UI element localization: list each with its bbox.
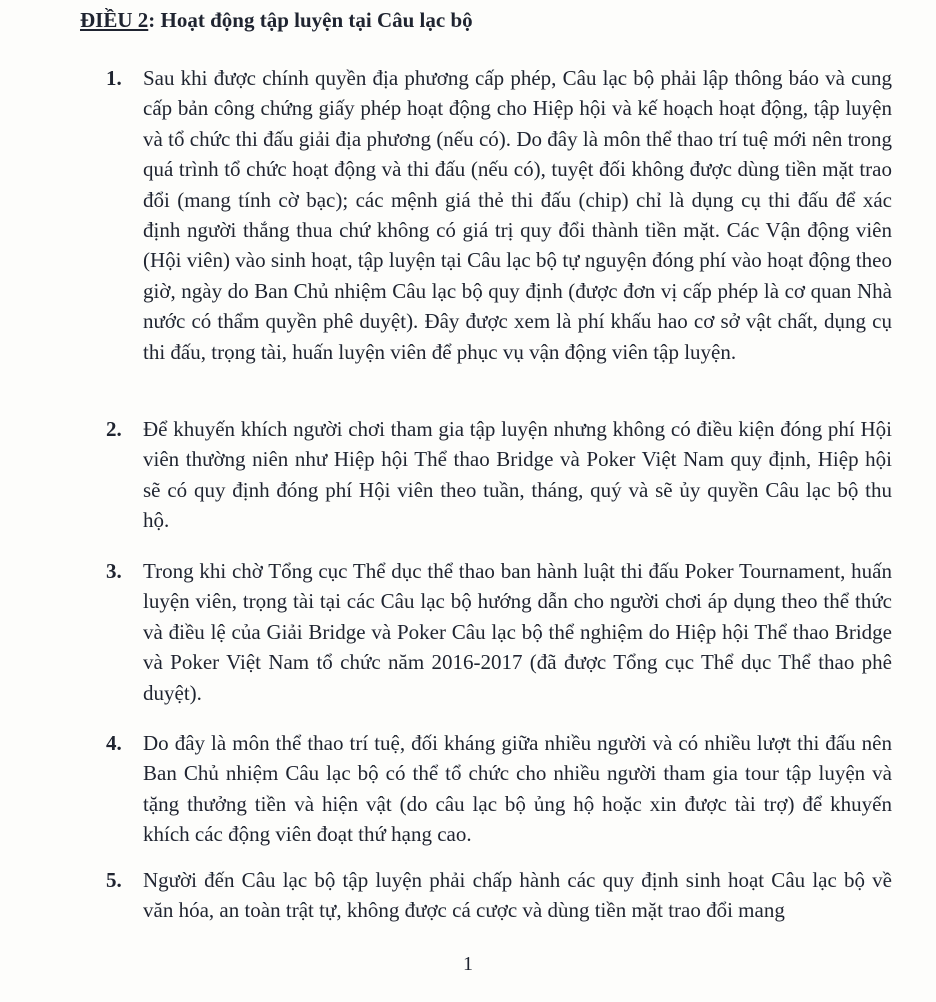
list-item-text: Sau khi được chính quyền địa phương cấp phép, Câu lạc bộ phải lập thông báo và cung cấp bản công chứng giấy phép hoạt động cho Hiệp hội và kế hoạch hoạt động, tập luyện và tổ chức thi đấu giải địa phương (nếu có). Do đây là môn thể thao trí tuệ mới nên trong quá trình tổ chức hoạt động và thi đấu (nếu có), tuyệt đối không được dùng tiền mặt trao đổi (mang tính cờ bạc); các mệnh giá thẻ thi đấu (chip) chỉ là dụng cụ thi đấu để xác định người thắng thua chứ không có giá trị quy đổi thành tiền mặt. Các Vận động viên (Hội viên) vào sinh hoạt, tập luyện tại Câu lạc bộ tự nguyện đóng phí vào hoạt động theo giờ, ngày do Ban Chủ nhiệm Câu lạc bộ quy định (được đơn vị cấp phép là cơ quan Nhà nước có thẩm quyền phê duyệt). Đây được xem là phí khấu hao cơ sở vật chất, dụng cụ thi đấu, trọng tài, huấn luyện viên để phục vụ vận động viên tập luyện. xyxy=(143,66,892,364)
list-item-number: 4. xyxy=(106,731,122,755)
list-item-text: Để khuyến khích người chơi tham gia tập luyện nhưng không có điều kiện đóng phí Hội viên thường niên như Hiệp hội Thể thao Bridge và Poker Việt Nam quy định, Hiệp hội sẽ có quy định đóng phí Hội viên theo tuần, tháng, quý và sẽ ủy quyền Câu lạc bộ thu hộ. xyxy=(143,417,892,533)
article-title: : Hoạt động tập luyện tại Câu lạc bộ xyxy=(148,8,473,32)
article-heading xyxy=(80,5,473,35)
list-item-number: 3. xyxy=(106,559,122,583)
list-item-text: Người đến Câu lạc bộ tập luyện phải chấp hành các quy định sinh hoạt Câu lạc bộ về văn hóa, an toàn trật tự, không được cá cược và dùng tiền mặt trao đổi mang xyxy=(143,868,892,923)
list-item-number: 5. xyxy=(106,868,122,892)
list-item-number: 1. xyxy=(106,66,122,90)
article-label: ĐIỀU 2 xyxy=(80,8,149,32)
list-item-number: 2. xyxy=(106,417,122,441)
page-number: 1 xyxy=(463,953,473,975)
list-item-text: Do đây là môn thể thao trí tuệ, đối kháng giữa nhiều người và có nhiều lượt thi đấu nên Ban Chủ nhiệm Câu lạc bộ có thể tổ chức cho nhiều người tham gia tour tập luyện và tặng thưởng tiền và hiện vật (do câu lạc bộ ủng hộ hoặc xin được tài trợ) để khuyến khích các động viên đoạt thứ hạng cao. xyxy=(143,731,892,847)
list-item-text: Trong khi chờ Tổng cục Thể dục thể thao ban hành luật thi đấu Poker Tournament, huấn luyện viên, trọng tài tại các Câu lạc bộ hướng dẫn cho người chơi áp dụng theo thể thức và điều lệ của Giải Bridge và Poker Câu lạc bộ thể nghiệm do Hiệp hội Thể thao Bridge và Poker Việt Nam tổ chức năm 2016-2017 (đã được Tổng cục Thể dục Thể thao phê duyệt). xyxy=(143,559,892,705)
